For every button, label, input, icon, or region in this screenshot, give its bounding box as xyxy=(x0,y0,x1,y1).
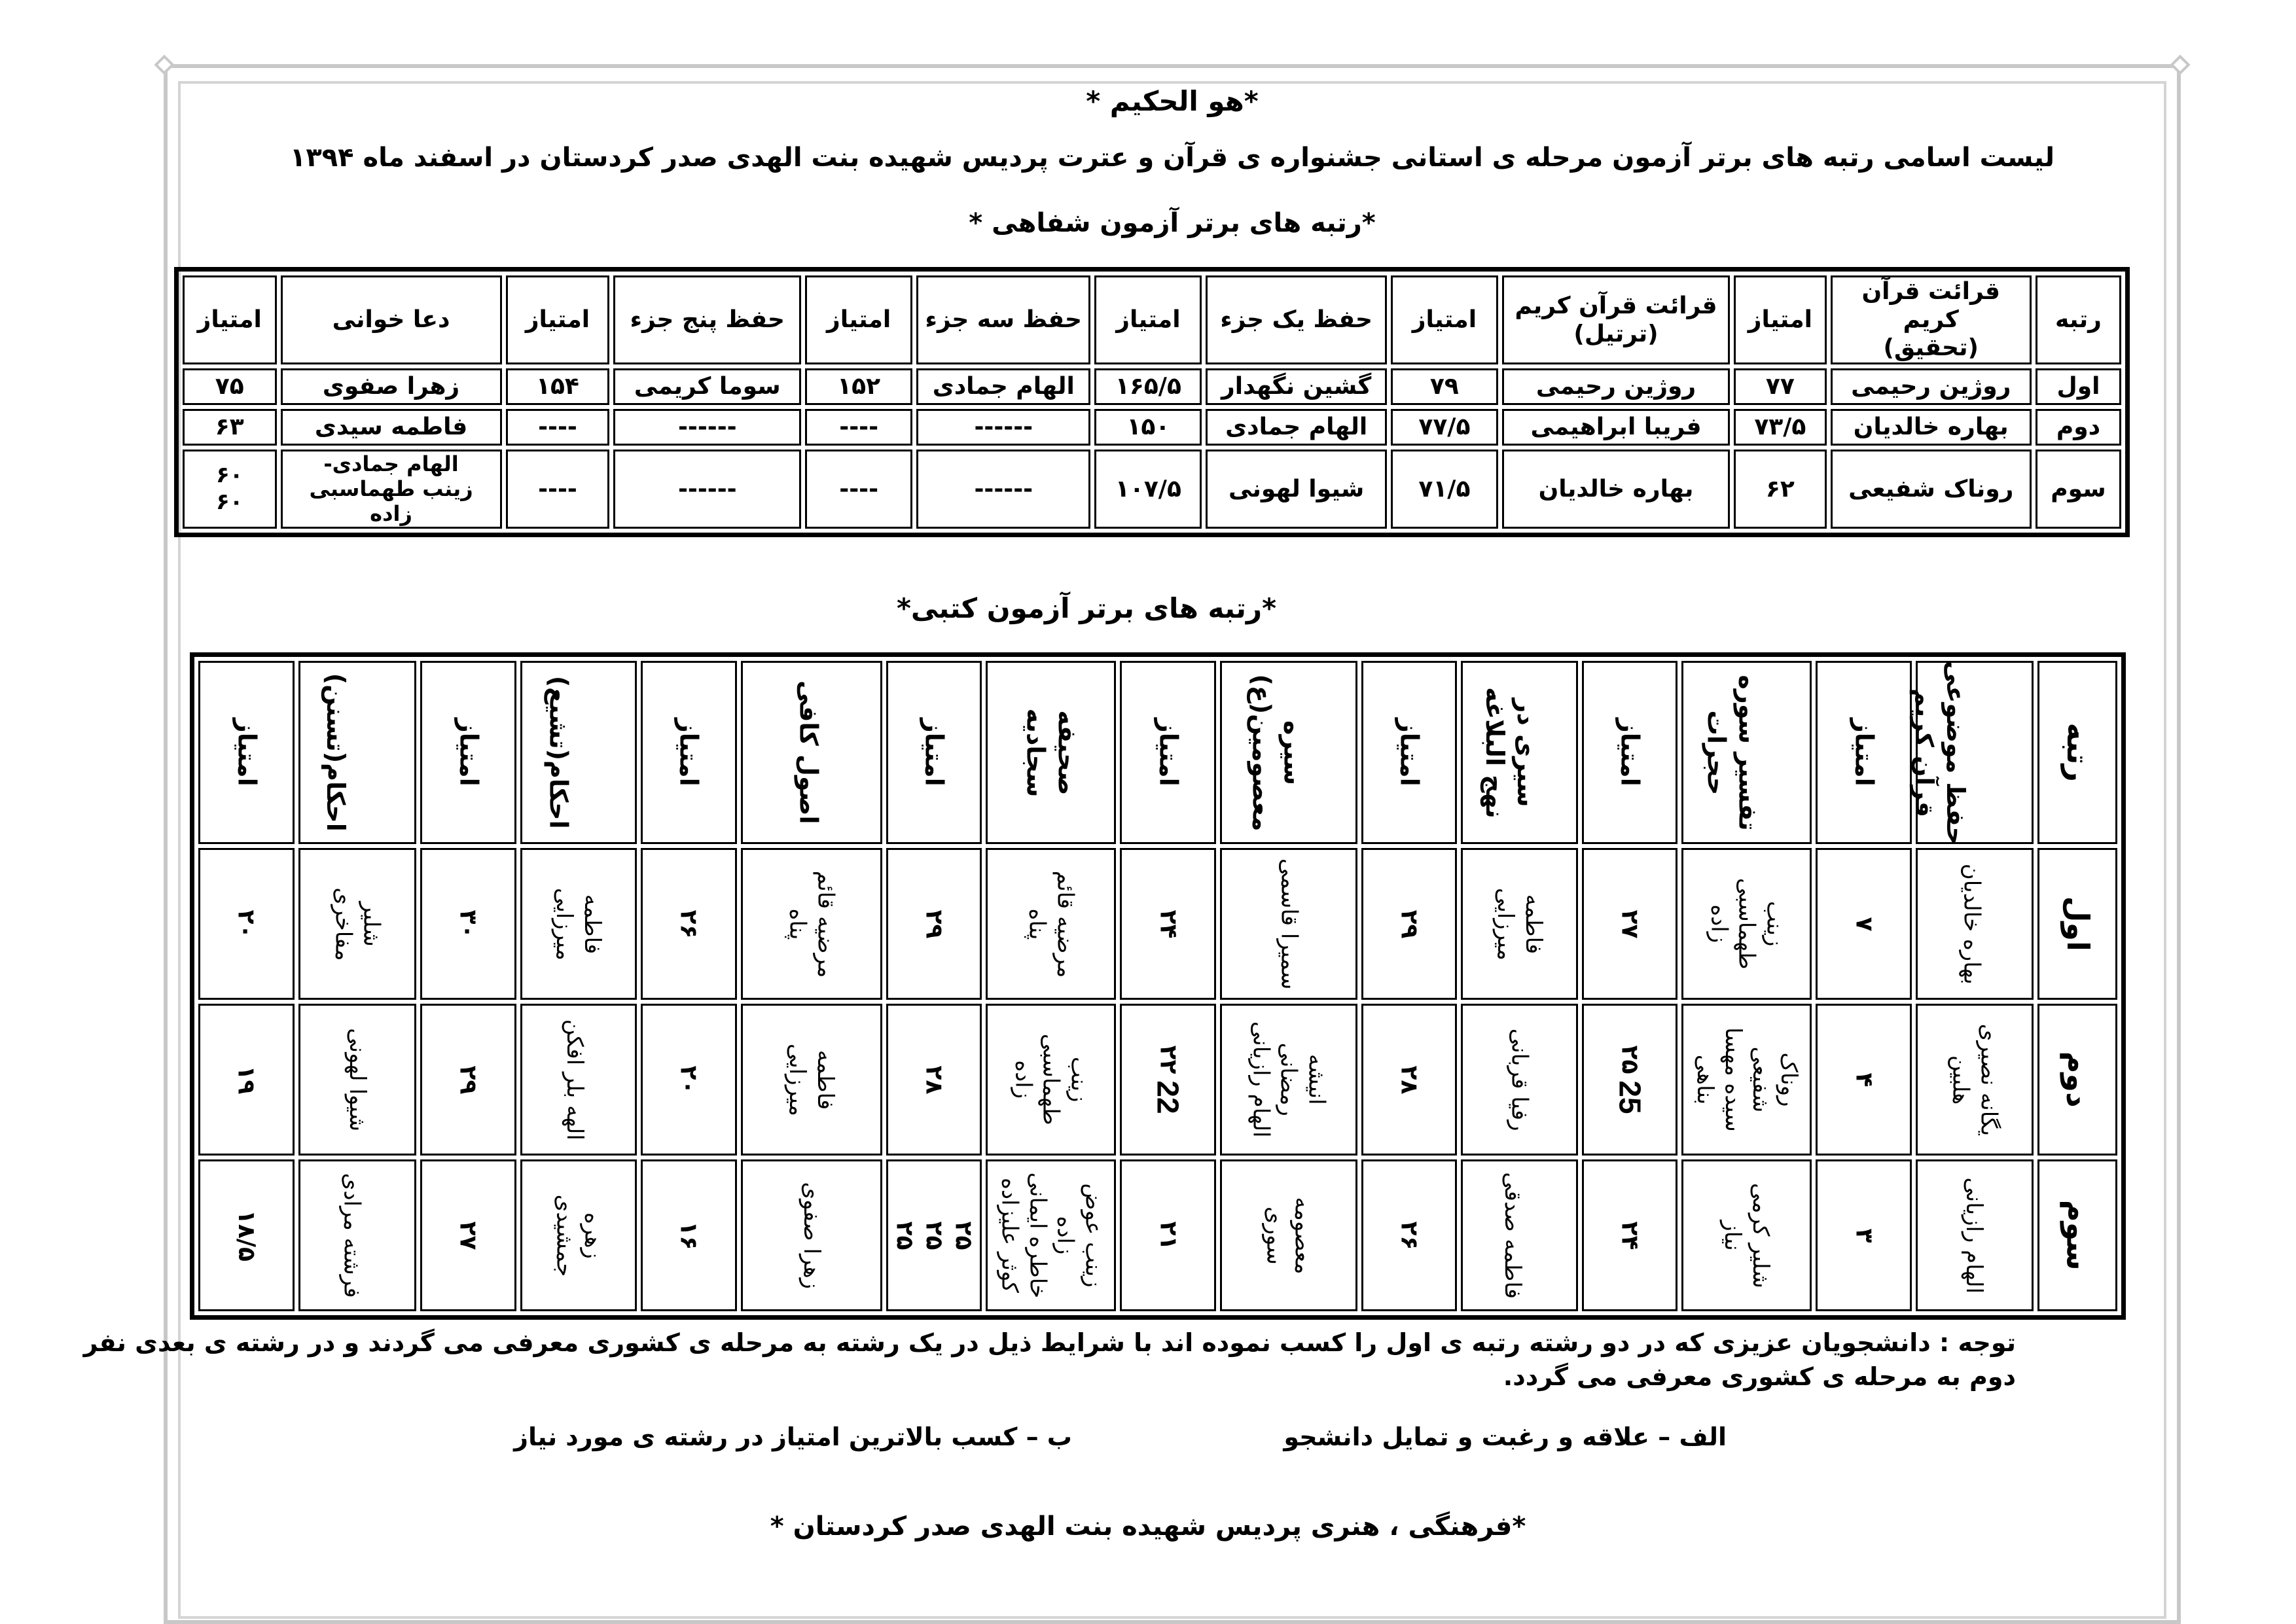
written-score-value: ۲۸ xyxy=(920,1065,948,1094)
written-score-value: ۲۶ xyxy=(675,909,702,938)
written-score-cell xyxy=(1816,1159,1912,1311)
written-score-cell xyxy=(1361,848,1458,1000)
written-header-label: سیره معصومین(ع) xyxy=(1247,673,1308,832)
oral-name-cell: گشین نگهدار xyxy=(1206,368,1387,405)
oral-name-cell: ------ xyxy=(613,450,801,529)
written-score-cell xyxy=(1120,1159,1216,1311)
oral-header-row xyxy=(183,275,2121,364)
written-name-cell xyxy=(1220,1004,1357,1156)
oral-name-cell: روژین رحیمی xyxy=(1831,368,2032,405)
oral-score-cell: ۷۷/۵ xyxy=(1391,409,1498,446)
written-exam-title: *رتبه های برتر آزمون کتبی* xyxy=(896,592,1277,624)
written-score-cell xyxy=(641,1159,737,1311)
written-header-label: امتیاز xyxy=(920,718,949,786)
written-name-cell xyxy=(986,1159,1116,1311)
written-rank-label: اول xyxy=(2060,896,2096,952)
written-score-value: ۱۸/۵ xyxy=(232,1209,260,1262)
oral-score-cell: ۷۱/۵ xyxy=(1391,450,1498,529)
written-name-value: سمیرا قاسمی xyxy=(1276,858,1302,990)
oral-score-cell: ۱۶۵/۵ xyxy=(1094,368,1202,405)
written-header-label: امتیاز xyxy=(1615,718,1645,786)
oral-name-cell: الهام جمادی- زینب طهماسبی زاده xyxy=(281,450,502,529)
written-header-cell xyxy=(1816,661,1912,844)
oral-results-table xyxy=(174,267,2130,537)
oral-header-cell: امتیاز xyxy=(1734,275,1826,364)
oral-header-cell: رتبه xyxy=(2036,275,2121,364)
written-header-cell xyxy=(198,661,295,844)
written-score-cell xyxy=(198,848,295,1000)
written-header-label: صحیفه سجادیه xyxy=(1021,708,1082,797)
written-name-cell xyxy=(1681,848,1812,1000)
written-name-cell xyxy=(298,1004,416,1156)
written-header-cell xyxy=(1681,661,1812,844)
written-name-value: فاطمه صدقی xyxy=(1499,1172,1526,1299)
written-name-value: زهرا صفوی xyxy=(798,1182,825,1289)
condition-b: ب – کسب بالاترین امتیاز در رشته ی مورد نیاز xyxy=(514,1422,1072,1451)
oral-header-cell: امتیاز xyxy=(805,275,912,364)
written-score-cell xyxy=(886,1159,982,1311)
written-name-value: رفیا قربانی xyxy=(1506,1028,1533,1131)
note-line-1: توجه : دانشجویان عزیزی که در دو رشته رتبه ی اول را کسب نموده اند با شرایط ذیل در یک رشته به مرحله ی کشوری معرفی می گردند و در رشته ی بعدی نفر xyxy=(83,1328,2016,1357)
oral-score-cell: ---- xyxy=(805,450,912,529)
written-header-label: امتیاز xyxy=(454,718,484,786)
written-name-cell xyxy=(1461,848,1577,1000)
oral-header-cell: حفظ یک جزء xyxy=(1206,275,1387,364)
oral-score-cell: ۶۲ xyxy=(1734,450,1826,529)
written-score-cell xyxy=(1582,1004,1678,1156)
oral-score-cell: ۷۵ xyxy=(183,368,277,405)
written-name-value: شیوا لهونی xyxy=(344,1028,371,1131)
written-header-label: اصول کافی xyxy=(794,680,823,824)
written-name-value: الهه بلر افکن xyxy=(561,1019,588,1140)
written-score-value: ۱۶ xyxy=(675,1221,702,1250)
written-name-value: انیشه رمضانی الهام رازیانی xyxy=(1247,1021,1330,1138)
written-score-cell xyxy=(886,848,982,1000)
oral-score-cell: ۷۳/۵ xyxy=(1734,409,1826,446)
oral-row-first xyxy=(183,368,2121,405)
written-header-cell xyxy=(886,661,982,844)
condition-a: الف – علاقه و رغبت و تمایل دانشجو xyxy=(1283,1422,1727,1451)
written-name-cell xyxy=(1220,1159,1357,1311)
oral-exam-title: *رتبه های برتر آزمون شفاهی * xyxy=(969,208,1376,238)
oral-name-cell: بهاره خالدیان xyxy=(1502,450,1730,529)
written-name-value: مرضیه قائم پناه xyxy=(1024,870,1079,978)
written-header-cell xyxy=(298,661,416,844)
oral-score-cell: ۱۵۰ xyxy=(1094,409,1202,446)
oral-header-cell: امتیاز xyxy=(183,275,277,364)
oral-header-cell: حفظ پنج جزء xyxy=(613,275,801,364)
oral-header-cell: دعا خوانی xyxy=(281,275,502,364)
written-score-value: ۲۹ xyxy=(454,1065,482,1094)
written-name-cell xyxy=(1916,1004,2034,1156)
oral-score-cell: ۱۵۴ xyxy=(506,368,610,405)
oral-name-cell: فریبا ابراهیمی xyxy=(1502,409,1730,446)
written-score-cell xyxy=(198,1159,295,1311)
written-header-cell xyxy=(1461,661,1577,844)
written-name-cell xyxy=(1916,848,2034,1000)
written-name-cell xyxy=(741,1004,882,1156)
oral-name-cell: ------ xyxy=(613,409,801,446)
oral-name-cell: الهام جمادی xyxy=(916,368,1090,405)
oral-row-third xyxy=(183,450,2121,529)
written-score-cell xyxy=(420,1159,516,1311)
written-name-value: فاطمه میرزایی xyxy=(551,887,606,961)
written-score-value: ۱۹ xyxy=(232,1065,260,1094)
oral-score-cell: ---- xyxy=(506,450,610,529)
written-score-value: ۲۱ xyxy=(1155,1221,1182,1250)
oral-name-cell: الهام جمادی xyxy=(1206,409,1387,446)
oral-name-cell: بهاره خالدیان xyxy=(1831,409,2032,446)
oral-score-cell: ---- xyxy=(805,409,912,446)
written-score-value: ۲۰ xyxy=(675,1065,702,1094)
written-header-row xyxy=(198,661,2117,844)
written-score-cell xyxy=(1120,848,1216,1000)
oral-header-cell: امتیاز xyxy=(1391,275,1498,364)
written-score-value: ۷ xyxy=(1850,917,1878,931)
written-score-cell xyxy=(886,1004,982,1156)
written-rank-cell xyxy=(2037,1159,2117,1311)
written-name-cell xyxy=(986,848,1116,1000)
oral-header-cell: قرائت قرآن کریم (ترتیل) xyxy=(1502,275,1730,364)
written-score-value: ۳۰ xyxy=(454,909,482,938)
written-row-second xyxy=(198,1004,2117,1156)
written-header-cell xyxy=(1582,661,1678,844)
oral-score-cell: ۱۵۲ xyxy=(805,368,912,405)
oral-header-cell: امتیاز xyxy=(506,275,610,364)
written-score-value: ۲۴ xyxy=(1616,1221,1643,1250)
oral-name-cell: زهرا صفوی xyxy=(281,368,502,405)
written-rank-label: دوم xyxy=(2060,1051,2096,1108)
written-name-cell xyxy=(1916,1159,2034,1311)
written-name-cell xyxy=(1461,1159,1577,1311)
written-header-label: احکام(تشیع) xyxy=(544,676,573,829)
oral-name-cell: شیوا لهونی xyxy=(1206,450,1387,529)
written-score-value: ۲۲ xyxy=(1155,1045,1182,1074)
written-name-value: زینب طهماسبی زاده xyxy=(1706,878,1788,970)
written-score-annotation: 25 xyxy=(1612,1080,1647,1114)
written-score-value: ۴ xyxy=(1850,1072,1878,1087)
written-name-cell xyxy=(741,1159,882,1311)
written-score-annotation: 22 xyxy=(1151,1080,1185,1114)
oral-name-cell: روژین رحیمی xyxy=(1502,368,1730,405)
written-score-value: ۲۶ xyxy=(1395,1221,1423,1250)
written-name-cell xyxy=(520,1159,637,1311)
written-header-label: حفظ موضوعی قرآن کریم xyxy=(1910,660,1971,845)
written-name-value: بهاره خالدیان xyxy=(1958,863,1985,985)
written-name-cell xyxy=(986,1004,1116,1156)
written-header-label: سیری در نهج البلاغه xyxy=(1480,686,1541,819)
written-name-cell xyxy=(1681,1159,1812,1311)
written-name-value: شلیر کرمی نیاز xyxy=(1719,1182,1774,1288)
written-name-value: فرشته مرادی xyxy=(338,1173,365,1298)
written-name-cell xyxy=(520,1004,637,1156)
written-name-cell xyxy=(1461,1004,1577,1156)
written-score-value: ۳ xyxy=(1850,1228,1878,1243)
written-score-cell xyxy=(1361,1159,1458,1311)
written-name-value: یگانه نصیری هلبین xyxy=(1948,1023,2002,1136)
written-header-cell xyxy=(2037,661,2117,844)
written-name-value: شلیر مفاخری xyxy=(330,887,385,961)
written-score-cell xyxy=(1120,1004,1216,1156)
written-results-table xyxy=(190,652,2126,1320)
oral-rank-cell: سوم xyxy=(2036,450,2121,529)
written-header-cell xyxy=(1910,660,2034,845)
written-name-cell xyxy=(298,1159,416,1311)
written-score-cell xyxy=(198,1004,295,1156)
written-name-value: زهره جمشیدی xyxy=(551,1194,606,1277)
written-score-value: ۲۵ ۲۵ ۲۵ xyxy=(891,1221,977,1250)
written-rank-cell xyxy=(2037,1004,2117,1156)
oral-score-cell: ۷۹ xyxy=(1391,368,1498,405)
oral-name-cell: ------ xyxy=(916,450,1090,529)
oral-name-cell: روناک شفیعی xyxy=(1831,450,2032,529)
footer-signature: *فرهنگی ، هنری پردیس شهیده بنت الهدی صدر کردستان * xyxy=(770,1511,1526,1542)
written-name-cell xyxy=(298,848,416,1000)
oral-score-cell: ۶۰ ۶۰ xyxy=(183,450,277,529)
written-score-value: ۲۷ xyxy=(454,1221,482,1250)
oral-header-cell: حفظ سه جزء xyxy=(916,275,1090,364)
written-name-cell xyxy=(520,848,637,1000)
oral-name-cell: ------ xyxy=(916,409,1090,446)
oral-name-cell: سوما کریمی xyxy=(613,368,801,405)
written-score-cell xyxy=(1582,1159,1678,1311)
written-name-value: فاطمه میرزایی xyxy=(784,1043,839,1116)
oral-header-cell: قرائت قرآن کریم (تحقیق) xyxy=(1831,275,2032,364)
written-header-cell xyxy=(420,661,516,844)
written-score-value: ۲۴ xyxy=(1155,909,1182,938)
written-rank-label: سوم xyxy=(2060,1200,2096,1271)
written-score-value: ۲۰ xyxy=(232,909,260,938)
written-name-value: الهام رازیانی xyxy=(1960,1177,1987,1294)
written-name-value: فاطمه میرزایی xyxy=(1492,887,1547,961)
written-score-value: ۲۹ xyxy=(1395,909,1423,938)
invocation-heading: *هو الحکیم * xyxy=(1086,85,1259,117)
written-name-cell xyxy=(1220,848,1357,1000)
written-score-value: ۲۵ xyxy=(1616,1045,1643,1074)
written-header-cell xyxy=(641,661,737,844)
written-header-label: امتیاز xyxy=(1395,718,1424,786)
written-score-cell xyxy=(1816,848,1912,1000)
written-score-cell xyxy=(1816,1004,1912,1156)
oral-score-cell: ۱۰۷/۵ xyxy=(1094,450,1202,529)
written-rank-cell xyxy=(2037,848,2117,1000)
written-score-value: ۲۸ xyxy=(1395,1065,1423,1094)
written-name-value: روناک شفیعی سیده مهسا بناهی xyxy=(1692,1027,1802,1132)
oral-score-cell: ۶۳ xyxy=(183,409,277,446)
written-header-label: امتیاز xyxy=(232,718,262,786)
written-score-cell xyxy=(641,848,737,1000)
written-header-label: رتبه xyxy=(2060,722,2096,783)
written-score-cell xyxy=(641,1004,737,1156)
written-header-cell xyxy=(1361,661,1458,844)
written-name-value: مرضیه قائم پناه xyxy=(784,870,839,978)
written-score-value: ۲۹ xyxy=(920,909,948,938)
written-header-label: احکام(تسنن) xyxy=(321,673,350,832)
written-name-value: زینب طهماسبی زاده xyxy=(1010,1034,1092,1125)
written-name-cell xyxy=(741,848,882,1000)
written-header-cell xyxy=(1120,661,1216,844)
written-score-value: ۲۷ xyxy=(1616,909,1643,938)
written-header-cell xyxy=(986,661,1116,844)
written-row-third xyxy=(198,1159,2117,1311)
oral-rank-cell: اول xyxy=(2036,368,2121,405)
written-name-value: معصومه سوری xyxy=(1261,1196,1316,1275)
written-score-cell xyxy=(1361,1004,1458,1156)
written-name-value: زینب عوض زاده خاطره ایمانی کوثر علیزاده xyxy=(996,1172,1106,1299)
written-header-cell xyxy=(741,661,882,844)
written-score-cell xyxy=(1582,848,1678,1000)
written-name-cell xyxy=(1681,1004,1812,1156)
written-header-label: امتیاز xyxy=(1850,718,1879,786)
written-score-cell xyxy=(420,848,516,1000)
note-line-2: دوم به مرحله ی کشوری معرفی می گردد. xyxy=(1503,1362,2016,1391)
oral-row-second xyxy=(183,409,2121,446)
oral-score-cell: ---- xyxy=(506,409,610,446)
oral-header-cell: امتیاز xyxy=(1094,275,1202,364)
written-header-label: تفسیر سوره حجرات xyxy=(1702,674,1763,831)
oral-rank-cell: دوم xyxy=(2036,409,2121,446)
written-row-first xyxy=(198,848,2117,1000)
oral-name-cell: فاطمه سیدی xyxy=(281,409,502,446)
oral-score-cell: ۷۷ xyxy=(1734,368,1826,405)
written-header-cell xyxy=(1220,661,1357,844)
document-title: لیست اسامی رتبه های برتر آزمون مرحله ی استانی جشنواره ی قرآن و عترت پردیس شهیده بنت الهدی صدر کردستان در اسفند ماه ۱۳۹۴ xyxy=(289,143,2055,173)
written-header-label: امتیاز xyxy=(1154,718,1183,786)
written-score-cell xyxy=(420,1004,516,1156)
written-header-label: امتیاز xyxy=(675,718,704,786)
written-header-cell xyxy=(520,661,637,844)
